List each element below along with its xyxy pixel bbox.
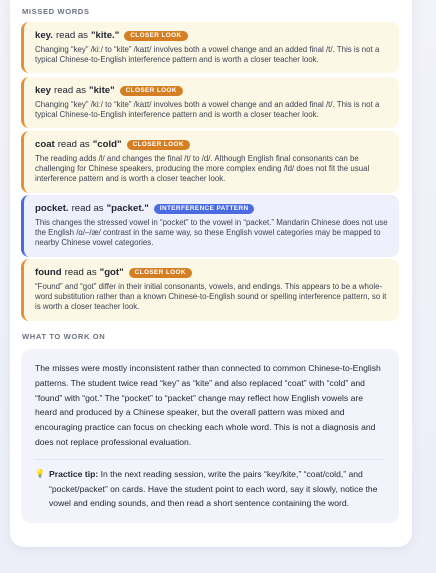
read-as-text: read as: [71, 203, 104, 214]
missed-word-explanation: The reading adds /l/ and changes the final /t/ to /d/. Although English final consonants can be challenging for Chinese speakers, producing the more complex ending /ld/ does not fit the usual interference pattern and is worth a closer teacher look.: [35, 154, 370, 184]
expected-word: coat: [35, 139, 55, 150]
expected-word: key.: [35, 30, 53, 41]
read-as-text: read as: [57, 139, 90, 150]
missed-word-header: [35, 139, 389, 151]
read-as-text: read as: [54, 85, 87, 96]
missed-word-header: [35, 267, 389, 279]
read-word: "packet.": [106, 203, 149, 214]
practice-tip-body: In the next reading session, write the pairs “key/kite,” “coat/cold,” and “pocket/packet” on cards. Have the student point to each word, say it slowly, notice the vowel and ending sounds, and then read a short sentence containing the word.: [49, 468, 378, 509]
missed-words-heading: MISSED WORDS: [22, 7, 90, 16]
missed-word-header: [35, 203, 389, 215]
missed-word-explanation: Changing “key” /kiː/ to “kite” /kaɪt/ involves both a vowel change and an added final /t/. This is not a typical Chinese-to-English interference pattern and is worth a closer teacher look.: [35, 45, 380, 65]
lightbulb-icon: 💡: [35, 468, 45, 478]
missed-word-explanation: Changing “key” /kiː/ to “kite” /kaɪt/ involves both a vowel change and an added final /t/. This is not a typical Chinese-to-English interference pattern and is worth a closer teacher look.: [35, 100, 380, 120]
closer-look-badge: CLOSER LOOK: [127, 140, 190, 151]
missed-word-header: [35, 30, 389, 42]
practice-tip: [35, 467, 385, 511]
missed-word-explanation: “Found” and “got” differ in their initial consonants, vowels, and endings. This appears to be a whole-word substitution rather than a known Chinese-to-English sound or spelling interference pattern, so it is worth a closer teacher look.: [35, 282, 387, 312]
work-on-heading: WHAT TO WORK ON: [22, 332, 106, 341]
missed-word-explanation: This changes the stressed vowel in “pocket” to the vowel in “packet.” Mandarin Chinese does not use the English /ɑ/–/æ/ contrast in the same way, so these English vowel categories may be mapped to nearby Chinese vowel categories.: [35, 218, 388, 248]
practice-tip-text: [49, 467, 385, 511]
read-as-text: read as: [64, 267, 97, 278]
expected-word: found: [35, 267, 62, 278]
expected-word: pocket.: [35, 203, 69, 214]
practice-tip-title: Practice tip:: [49, 468, 99, 479]
read-word: "got": [99, 267, 124, 278]
missed-word-item: [21, 195, 399, 257]
interference-pattern-badge: INTERFERENCE PATTERN: [154, 204, 255, 215]
closer-look-badge: CLOSER LOOK: [120, 86, 183, 97]
expected-word: key: [35, 85, 52, 96]
closer-look-badge: CLOSER LOOK: [124, 31, 187, 42]
read-word: "cold": [92, 139, 122, 150]
missed-word-item: [21, 131, 399, 193]
missed-word-item: [21, 77, 399, 128]
missed-word-header: [35, 85, 389, 97]
summary-text: The misses were mostly inconsistent rather than connected to common Chinese-to-English patterns. The student twice read “key” as “kite” and also replaced “coat” with “cold” and “found” with “got.” The “pocket” to “packet” change may reflect how English vowels are heard and produced by a Chinese speaker, but the overall pattern was mixed and encouraging practice can focus on checking each whole word. This is not a diagnosis and does not replace professional evaluation.: [35, 363, 381, 447]
missed-word-item: [21, 22, 399, 73]
read-as-text: read as: [55, 30, 88, 41]
divider: [35, 459, 385, 460]
missed-word-item: [21, 259, 399, 321]
closer-look-badge: CLOSER LOOK: [129, 268, 192, 279]
report-card: [10, 0, 412, 547]
work-on-panel: [21, 349, 399, 523]
read-word: "kite": [89, 85, 115, 96]
read-word: "kite.": [90, 30, 120, 41]
